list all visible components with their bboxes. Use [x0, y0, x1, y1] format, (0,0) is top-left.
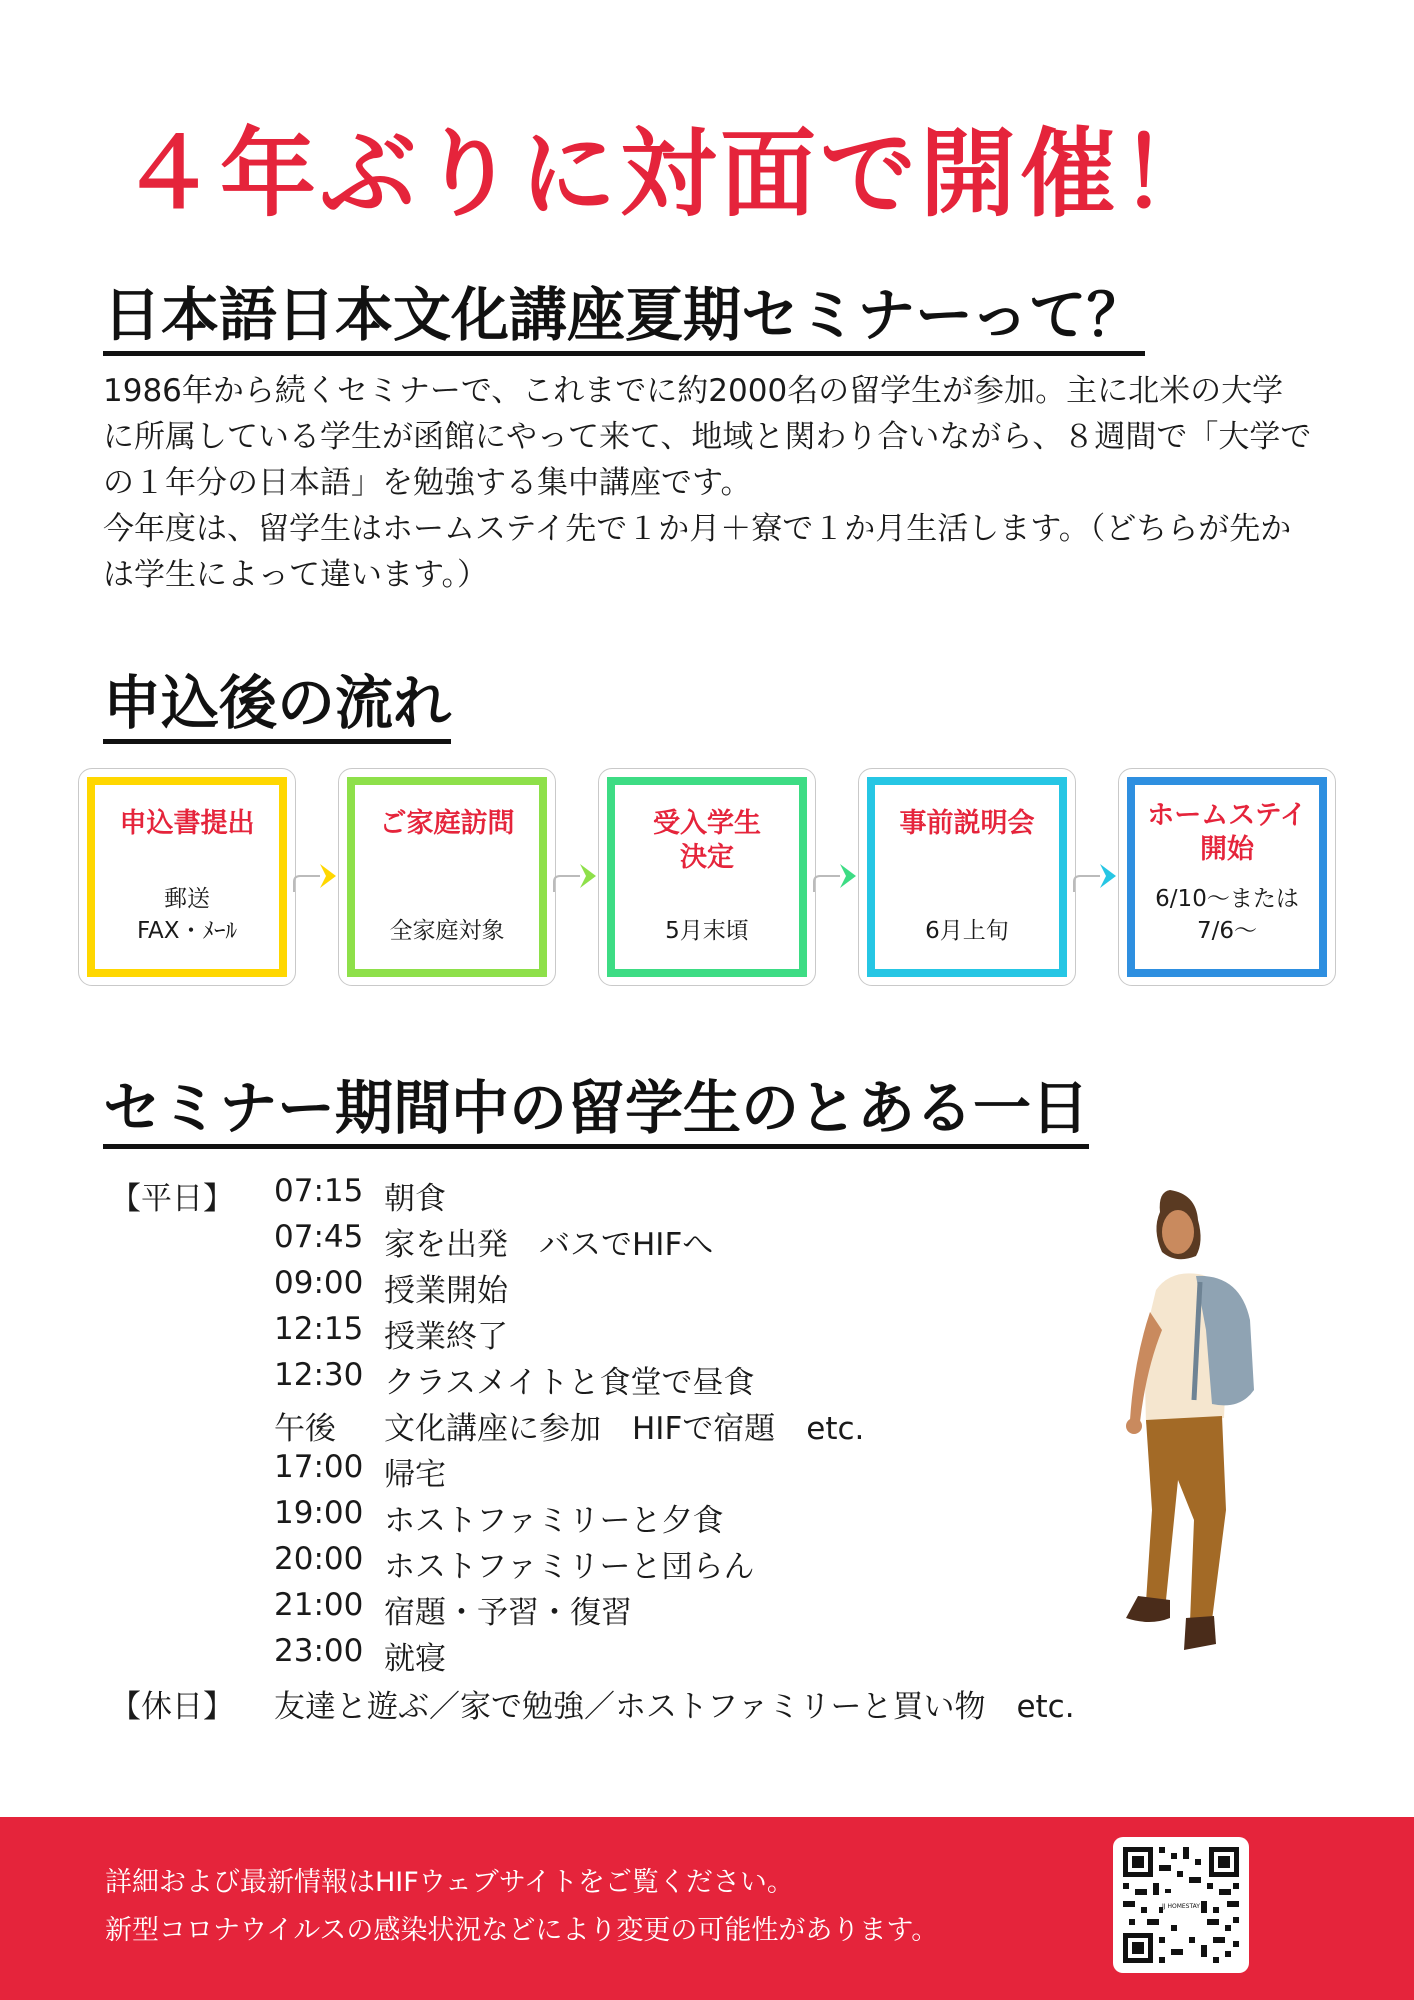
- flow-step-student-decision: [598, 768, 816, 986]
- footer-line-2: 新型コロナウイルスの感染状況などにより変更の可能性があります。: [105, 1915, 939, 1946]
- schedule-row: [274, 1495, 974, 1541]
- arrow-right-icon: [552, 852, 602, 900]
- schedule-row: [274, 1633, 974, 1679]
- flow-step-apply: [78, 768, 296, 986]
- holiday-activities: 友達と遊ぶ／家で勉強／ホストファミリーと買い物 etc.: [274, 1689, 1075, 1725]
- qr-code[interactable]: [1113, 1837, 1249, 1973]
- schedule-time: 12:15: [274, 1311, 364, 1347]
- intro-paragraph-1: 1986年から続くセミナーで、これまでに約2000名の留学生が参加。主に北米の大学に所属している学生が函館にやって来て、地域と関わり合いながら、８週間で「大学での１年分の日本語」を勉強する集中講座です。: [103, 373, 1312, 501]
- schedule-time: 21:00: [274, 1587, 364, 1623]
- qr-label: JJ HOMESTAY: [1162, 1903, 1200, 1910]
- schedule-row: [274, 1311, 974, 1357]
- step-detail: 6月上旬: [925, 918, 1009, 944]
- weekday-label: 【平日】: [110, 1181, 234, 1217]
- schedule-row: [274, 1403, 974, 1449]
- intro-text: [103, 368, 1313, 598]
- schedule-activity: ホストファミリーと夕食: [384, 1503, 724, 1539]
- schedule-time: 12:30: [274, 1357, 364, 1393]
- schedule-activity: ホストファミリーと団らん: [384, 1549, 755, 1585]
- schedule-row: [274, 1173, 974, 1219]
- step-title: ホームステイ 開始: [1147, 800, 1307, 865]
- schedule-time: 23:00: [274, 1633, 364, 1669]
- schedule-row: [274, 1587, 974, 1633]
- step-title: 事前説明会: [899, 808, 1035, 839]
- schedule-row: [274, 1541, 974, 1587]
- schedule-time: 20:00: [274, 1541, 364, 1577]
- schedule-row: [274, 1219, 974, 1265]
- schedule-activity: 授業開始: [384, 1273, 508, 1309]
- schedule-time: 17:00: [274, 1449, 364, 1485]
- qr-code-icon: [1113, 1837, 1249, 1973]
- flow-step-visit: [338, 768, 556, 986]
- about-heading: 日本語日本文化講座夏期セミナーって？: [103, 282, 1145, 356]
- schedule-time: 07:15: [274, 1173, 364, 1209]
- flow-heading: 申込後の流れ: [103, 670, 451, 744]
- step-title: ご家庭訪問: [379, 808, 515, 839]
- schedule-activity: 文化講座に参加 HIFで宿題 etc.: [384, 1411, 865, 1447]
- schedule-activity: クラスメイトと食堂で昼食: [384, 1365, 755, 1401]
- schedule-activity: 家を出発 バスでHIFへ: [384, 1227, 714, 1263]
- schedule-time: 19:00: [274, 1495, 364, 1531]
- step-detail: 5月末頃: [665, 918, 749, 944]
- headline: ４年ぶりに対面で開催！: [120, 118, 1220, 230]
- intro-paragraph-2: 今年度は、留学生はホームステイ先で１か月＋寮で１か月生活します。（どちらが先かは学生によって違います。）: [103, 511, 1292, 593]
- holiday-label: 【休日】: [110, 1689, 234, 1725]
- arrow-right-icon: [812, 852, 862, 900]
- schedule-row: [274, 1357, 974, 1403]
- footer-banner: [0, 1817, 1414, 2000]
- schedule-activity: 授業終了: [384, 1319, 508, 1355]
- schedule-row: [274, 1449, 974, 1495]
- step-title: 受入学生 決定: [653, 808, 761, 873]
- flow-step-briefing: [858, 768, 1076, 986]
- schedule-time: 午後: [274, 1411, 336, 1447]
- schedule-activity: 就寝: [384, 1641, 446, 1677]
- day-heading: セミナー期間中の留学生のとある一日: [103, 1075, 1089, 1149]
- schedule-time: 09:00: [274, 1265, 364, 1301]
- step-detail: 6/10〜または 7/6〜: [1155, 886, 1299, 944]
- schedule-activity: 朝食: [384, 1181, 446, 1217]
- arrow-right-icon: [292, 852, 342, 900]
- schedule-row: [274, 1265, 974, 1311]
- footer-text: [105, 1859, 938, 1955]
- schedule-activity: 帰宅: [384, 1457, 446, 1493]
- flow-step-homestay-start: [1118, 768, 1336, 986]
- walking-student-illustration: [1100, 1190, 1300, 1680]
- footer-line-1: 詳細および最新情報はHIFウェブサイトをご覧ください。: [105, 1867, 794, 1898]
- arrow-right-icon: [1072, 852, 1122, 900]
- schedule-time: 07:45: [274, 1219, 364, 1255]
- schedule-activity: 宿題・予習・復習: [384, 1595, 632, 1631]
- step-title: 申込書提出: [119, 808, 255, 839]
- step-detail: 郵送 FAX・ﾒｰﾙ: [136, 886, 238, 944]
- step-detail: 全家庭対象: [389, 918, 505, 944]
